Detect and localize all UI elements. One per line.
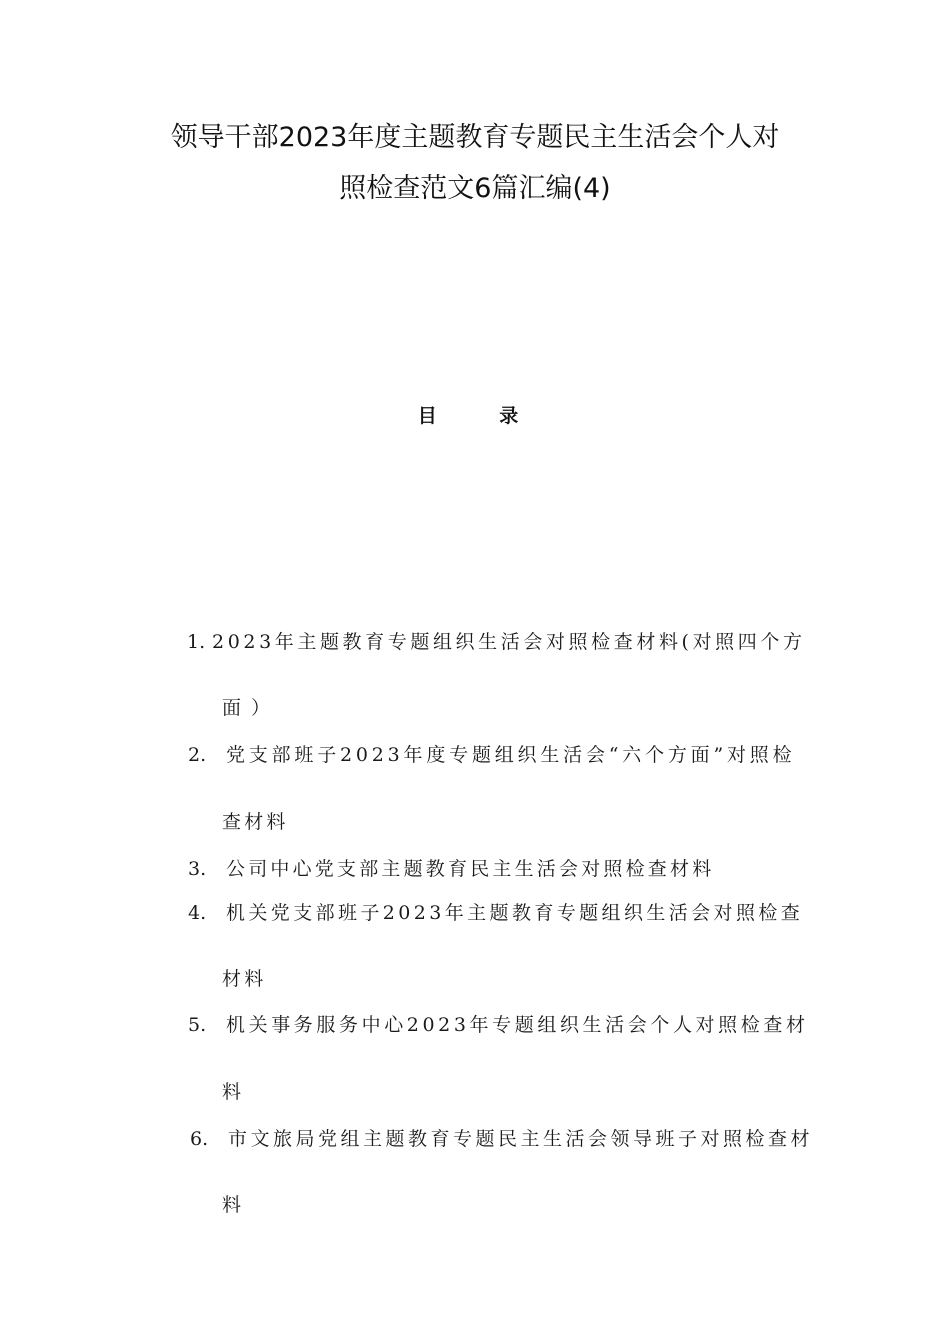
- toc-item-2-number: 2.: [188, 744, 207, 766]
- toc-item-5-number: 5.: [188, 1014, 207, 1036]
- toc-item-2-line-2: 查材料: [222, 811, 289, 833]
- document-title-line-2: 照检查范文6篇汇编(4): [339, 173, 611, 204]
- toc-item-6-line-2: 料: [222, 1194, 245, 1216]
- toc-item-5-line-2: 料: [222, 1081, 245, 1103]
- toc-item-3-number: 3.: [188, 858, 207, 880]
- toc-item-6-line-1: 市文旅局党组主题教育专题民主生活会领导班子对照检查材: [228, 1128, 814, 1150]
- document-title-line-1: 领导干部2023年度主题教育专题民主生活会个人对: [170, 122, 780, 153]
- toc-item-6-number: 6.: [190, 1128, 209, 1150]
- toc-item-5-line-1: 机关事务服务中心2023年专题组织生活会个人对照检查材: [226, 1014, 809, 1036]
- toc-item-4-line-1: 机关党支部班子2023年主题教育专题组织生活会对照检查: [226, 902, 804, 924]
- toc-item-1-number: 1.: [187, 631, 206, 653]
- toc-item-4-line-2: 材料: [222, 968, 267, 990]
- toc-item-1-line-1: 2023年主题教育专题组织生活会对照检查材料(对照四个方: [212, 631, 806, 653]
- toc-item-3-line-1: 公司中心党支部主题教育民主生活会对照检查材料: [226, 858, 715, 880]
- toc-item-2-line-1: 党支部班子2023年度专题组织生活会“六个方面”对照检: [226, 744, 796, 766]
- toc-heading: 目 录: [417, 405, 547, 427]
- toc-item-4-number: 4.: [188, 902, 207, 924]
- toc-item-1-line-2: 面）: [222, 697, 281, 719]
